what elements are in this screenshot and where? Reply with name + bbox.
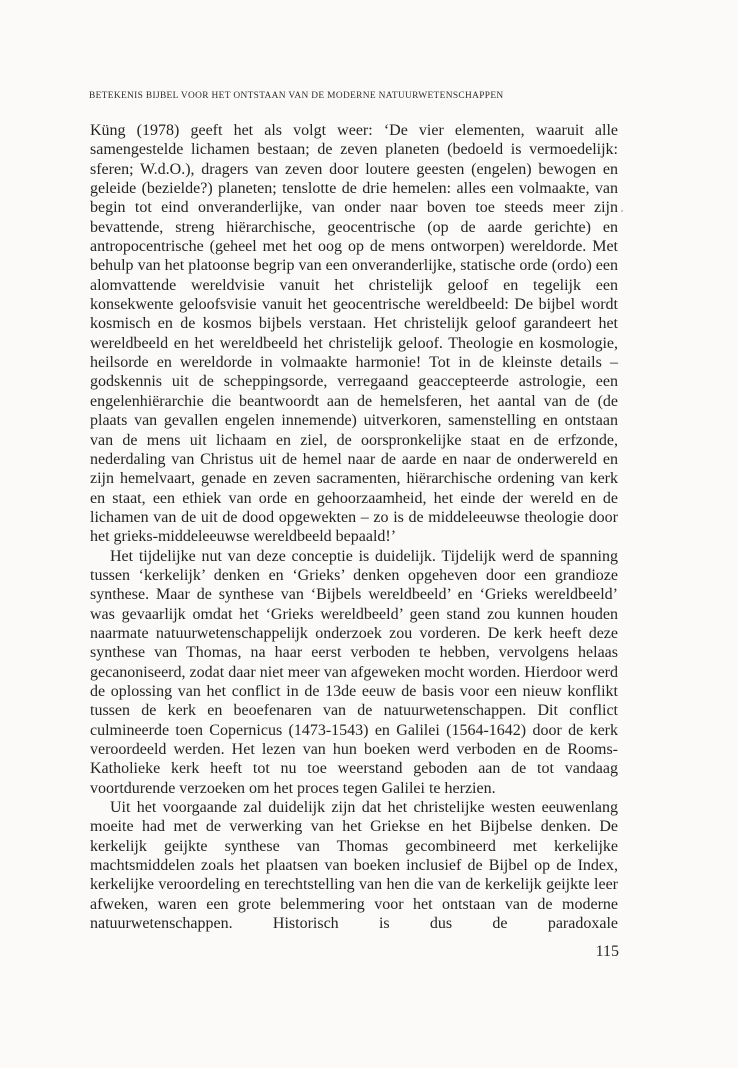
paragraph-2: Het tijdelijke nut van deze conceptie is duidelijk. Tijdelijk werd de spanning tussen ‘kerkelijk’ denken en ‘Grieks’ denken opgeheven door een grandioze synthese. Maar de synthese van ‘Bijbels wereldbeeld’ en ‘Grieks wereldbeeld’ was gevaarlijk omdat het ‘Grieks wereldbeeld’ geen stand zou kunnen houden naarmate natuurwetenschappelijk onderzoek zou vorderen. De kerk heeft deze synthese van Thomas, na haar eerst verboden te hebben, vervolgens helaas gecanoniseerd, zodat daar niet meer van afgeweken mocht worden. Hierdoor werd de oplossing van het conflict in de 13de eeuw de basis voor een nieuw konflikt tussen de kerk en beoefenaren van de natuurwetenschappen. Dit conflict culmineerde toen Copernicus (1473-1543) en Galilei (1564-1642) door de kerk veroordeeld werden. Het lezen van hun boeken werd verboden en de Rooms-Katholieke kerk heeft tot nu toe weerstand geboden aan de tot vandaag voortdurende verzoeken om het proces tegen Galilei te herzien. xyxy=(90,547,618,797)
paragraph-1: Küng (1978) geeft het als volgt weer: ‘De vier elementen, waaruit alle samengestelde lichamen bestaan; de zeven planeten (bedoeld is vermoedelijk: sferen; W.d.O.), dragers van zeven door loutere geesten (engelen) bewogen en geleide (bezielde?) planeten; tenslotte de drie hemelen: alles een volmaakte, van begin tot eind onveranderlijke, van onder naar boven toe steeds meer zijn bevattende, streng hiërarchische, geocentrische (op de aarde gerichte) en antropocentrische (geheel met het oog op de mens ontworpen) wereldorde. Met behulp van het platoonse begrip van een onveranderlijke, statische orde (ordo) een alomvattende wereldvisie vanuit het christelijk geloof en tegelijk een konsekwente geloofsvisie vanuit het geocentrische wereldbeeld: De bijbel wordt kosmisch en de kosmos bijbels verstaan. Het christelijk geloof garandeert het wereldbeeld en het wereldbeeld het christelijk geloof. Theologie en kosmologie, heilsorde en wereldorde in volmaakte harmonie! Tot in de kleinste details – godskennis uit de scheppingsorde, verregaand geaccepteerde astrologie, een engelenhiërarchie die beantwoordt aan de hemelsferen, het aantal van de (de plaats van gevallen engelen innemende) uitverkoren, samenstelling en ontstaan van de mens uit lichaam en ziel, de oorspronkelijke staat en de erfzonde, nederdaling van Christus uit de hemel naar de aarde en naar de onderwereld en zijn hemelvaart, genade en zeven sacramenten, hiërarchische ordening van kerk en staat, een ethiek van orde en gehoorzaamheid, het einde der wereld en de lichamen van de uit de dood opgewekten – zo is de middeleeuwse theologie door het grieks-middeleeuwse wereldbeeld bepaald!’ xyxy=(90,122,618,546)
paragraph-3: Uit het voorgaande zal duidelijk zijn dat het christelijke westen eeuwenlang moeite had met de verwerking van het Griekse en het Bijbelse denken. De kerkelijk geijkte synthese van Thomas gecombineerd met kerkelijke machtsmiddelen zoals het plaatsen van boeken inclusief de Bijbel op de Index, kerkelijke veroordeling en terechtstelling van hen die van de kerkelijk geijkte leer afweken, waren een grote belemmering voor het ontstaan van de moderne natuurwetenschappen. Historisch is dus de paradoxale xyxy=(90,799,618,933)
body-text xyxy=(90,121,618,933)
running-head: BETEKENIS BIJBEL VOOR HET ONTSTAAN VAN DE MODERNE NATUURWETENSCHAPPEN xyxy=(89,91,504,101)
page-number: 115 xyxy=(595,943,619,960)
paper-speck xyxy=(621,210,623,212)
